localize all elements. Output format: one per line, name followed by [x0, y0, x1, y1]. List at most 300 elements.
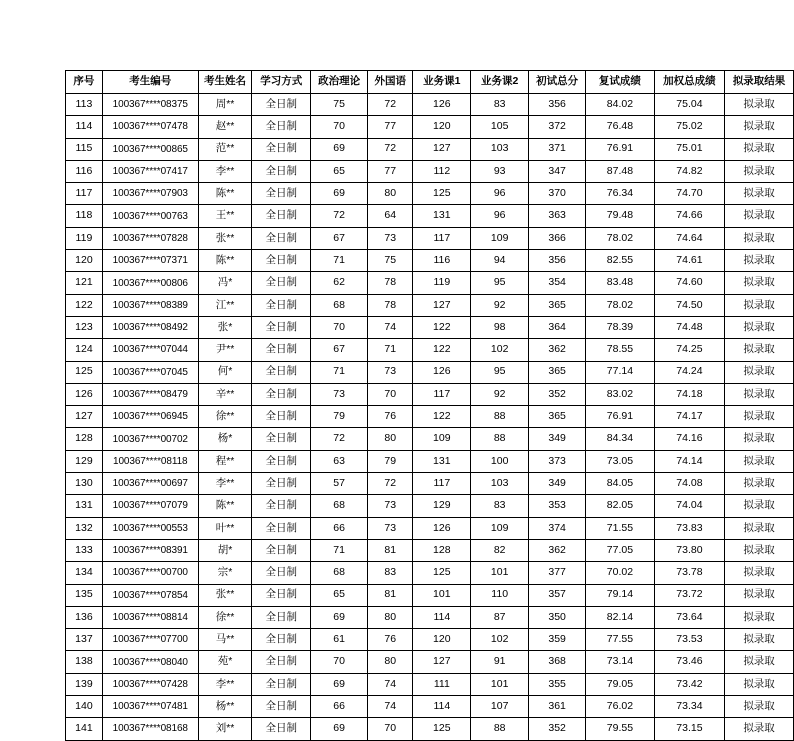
cell-major-course-1: 126: [413, 517, 471, 539]
cell-major-course-1: 127: [413, 294, 471, 316]
cell-initial-total: 372: [529, 116, 586, 138]
cell-study-mode: 全日制: [252, 473, 311, 495]
cell-retest-score: 77.05: [586, 539, 655, 561]
cell-admission-result: 拟录取: [725, 205, 794, 227]
cell-major-course-1: 119: [413, 272, 471, 294]
cell-politics: 69: [311, 606, 368, 628]
column-header-retest-score: 复试成绩: [586, 71, 655, 94]
cell-politics: 67: [311, 227, 368, 249]
cell-weighted-total: 74.64: [654, 227, 724, 249]
cell-major-course-1: 128: [413, 539, 471, 561]
cell-seq: 119: [66, 227, 103, 249]
cell-name: 徐**: [198, 606, 252, 628]
cell-study-mode: 全日制: [252, 629, 311, 651]
cell-weighted-total: 74.82: [654, 160, 724, 182]
cell-major-course-2: 96: [471, 183, 529, 205]
table-row: [66, 629, 794, 651]
cell-name: 张**: [198, 227, 252, 249]
cell-major-course-1: 117: [413, 227, 471, 249]
column-header-exam-id: 考生编号: [102, 71, 198, 94]
cell-seq: 114: [66, 116, 103, 138]
cell-seq: 113: [66, 94, 103, 116]
cell-name: 何*: [198, 361, 252, 383]
table-row: [66, 517, 794, 539]
cell-study-mode: 全日制: [252, 696, 311, 718]
cell-study-mode: 全日制: [252, 272, 311, 294]
cell-foreign-language: 80: [368, 428, 413, 450]
table-row: [66, 562, 794, 584]
cell-study-mode: 全日制: [252, 406, 311, 428]
cell-retest-score: 84.05: [586, 473, 655, 495]
cell-admission-result: 拟录取: [725, 562, 794, 584]
cell-foreign-language: 80: [368, 606, 413, 628]
table-body: [66, 94, 794, 741]
cell-admission-result: 拟录取: [725, 673, 794, 695]
table-row: [66, 250, 794, 272]
table-row: [66, 495, 794, 517]
cell-seq: 135: [66, 584, 103, 606]
cell-name: 杨**: [198, 696, 252, 718]
cell-exam-id: 100367****08391: [102, 539, 198, 561]
cell-major-course-2: 83: [471, 495, 529, 517]
cell-foreign-language: 73: [368, 227, 413, 249]
cell-politics: 68: [311, 294, 368, 316]
cell-retest-score: 76.34: [586, 183, 655, 205]
cell-study-mode: 全日制: [252, 450, 311, 472]
cell-major-course-2: 88: [471, 428, 529, 450]
cell-study-mode: 全日制: [252, 584, 311, 606]
cell-name: 宗*: [198, 562, 252, 584]
cell-major-course-2: 98: [471, 316, 529, 338]
cell-study-mode: 全日制: [252, 718, 311, 740]
cell-foreign-language: 72: [368, 138, 413, 160]
cell-politics: 63: [311, 450, 368, 472]
cell-name: 尹**: [198, 339, 252, 361]
cell-seq: 131: [66, 495, 103, 517]
cell-seq: 120: [66, 250, 103, 272]
cell-foreign-language: 74: [368, 673, 413, 695]
cell-exam-id: 100367****07481: [102, 696, 198, 718]
table-row: [66, 227, 794, 249]
cell-initial-total: 356: [529, 250, 586, 272]
cell-study-mode: 全日制: [252, 673, 311, 695]
cell-admission-result: 拟录取: [725, 651, 794, 673]
cell-exam-id: 100367****08040: [102, 651, 198, 673]
cell-name: 徐**: [198, 406, 252, 428]
cell-initial-total: 377: [529, 562, 586, 584]
table-row: [66, 428, 794, 450]
cell-foreign-language: 64: [368, 205, 413, 227]
cell-seq: 132: [66, 517, 103, 539]
cell-initial-total: 363: [529, 205, 586, 227]
cell-seq: 117: [66, 183, 103, 205]
cell-politics: 69: [311, 718, 368, 740]
cell-seq: 125: [66, 361, 103, 383]
cell-admission-result: 拟录取: [725, 250, 794, 272]
cell-foreign-language: 78: [368, 272, 413, 294]
cell-exam-id: 100367****00806: [102, 272, 198, 294]
cell-exam-id: 100367****08118: [102, 450, 198, 472]
cell-initial-total: 352: [529, 718, 586, 740]
cell-name: 李**: [198, 673, 252, 695]
cell-name: 叶**: [198, 517, 252, 539]
cell-initial-total: 350: [529, 606, 586, 628]
cell-initial-total: 357: [529, 584, 586, 606]
cell-admission-result: 拟录取: [725, 450, 794, 472]
cell-admission-result: 拟录取: [725, 94, 794, 116]
table-row: [66, 160, 794, 182]
cell-name: 马**: [198, 629, 252, 651]
cell-major-course-2: 107: [471, 696, 529, 718]
cell-major-course-2: 93: [471, 160, 529, 182]
cell-retest-score: 79.48: [586, 205, 655, 227]
cell-foreign-language: 73: [368, 517, 413, 539]
cell-study-mode: 全日制: [252, 227, 311, 249]
cell-exam-id: 100367****00700: [102, 562, 198, 584]
cell-retest-score: 79.14: [586, 584, 655, 606]
cell-weighted-total: 75.01: [654, 138, 724, 160]
cell-initial-total: 349: [529, 428, 586, 450]
column-header-study-mode: 学习方式: [252, 71, 311, 94]
cell-admission-result: 拟录取: [725, 606, 794, 628]
cell-weighted-total: 73.42: [654, 673, 724, 695]
cell-name: 辛**: [198, 383, 252, 405]
cell-name: 王**: [198, 205, 252, 227]
cell-politics: 69: [311, 673, 368, 695]
cell-major-course-1: 117: [413, 383, 471, 405]
cell-politics: 66: [311, 696, 368, 718]
cell-politics: 65: [311, 160, 368, 182]
table-row: [66, 450, 794, 472]
cell-exam-id: 100367****00763: [102, 205, 198, 227]
cell-weighted-total: 74.16: [654, 428, 724, 450]
cell-foreign-language: 72: [368, 94, 413, 116]
cell-retest-score: 78.02: [586, 227, 655, 249]
cell-study-mode: 全日制: [252, 316, 311, 338]
cell-initial-total: 365: [529, 406, 586, 428]
cell-exam-id: 100367****08168: [102, 718, 198, 740]
cell-major-course-2: 95: [471, 361, 529, 383]
cell-major-course-2: 109: [471, 517, 529, 539]
cell-foreign-language: 77: [368, 116, 413, 138]
cell-major-course-2: 88: [471, 406, 529, 428]
cell-initial-total: 370: [529, 183, 586, 205]
cell-major-course-2: 110: [471, 584, 529, 606]
table-row: [66, 406, 794, 428]
cell-major-course-2: 109: [471, 227, 529, 249]
cell-weighted-total: 73.15: [654, 718, 724, 740]
cell-seq: 139: [66, 673, 103, 695]
cell-study-mode: 全日制: [252, 138, 311, 160]
cell-study-mode: 全日制: [252, 294, 311, 316]
cell-admission-result: 拟录取: [725, 629, 794, 651]
cell-foreign-language: 79: [368, 450, 413, 472]
cell-weighted-total: 74.66: [654, 205, 724, 227]
cell-exam-id: 100367****00697: [102, 473, 198, 495]
cell-initial-total: 362: [529, 339, 586, 361]
cell-seq: 124: [66, 339, 103, 361]
cell-weighted-total: 74.25: [654, 339, 724, 361]
cell-weighted-total: 74.50: [654, 294, 724, 316]
cell-weighted-total: 74.17: [654, 406, 724, 428]
cell-study-mode: 全日制: [252, 205, 311, 227]
cell-exam-id: 100367****07478: [102, 116, 198, 138]
cell-retest-score: 76.48: [586, 116, 655, 138]
cell-major-course-1: 122: [413, 316, 471, 338]
cell-seq: 123: [66, 316, 103, 338]
column-header-weighted-total: 加权总成绩: [654, 71, 724, 94]
cell-politics: 68: [311, 562, 368, 584]
table-row: [66, 116, 794, 138]
cell-admission-result: 拟录取: [725, 406, 794, 428]
cell-major-course-1: 114: [413, 696, 471, 718]
cell-study-mode: 全日制: [252, 116, 311, 138]
cell-politics: 72: [311, 205, 368, 227]
cell-politics: 61: [311, 629, 368, 651]
table-row: [66, 473, 794, 495]
cell-initial-total: 354: [529, 272, 586, 294]
cell-name: 刘**: [198, 718, 252, 740]
column-header-admission-result: 拟录取结果: [725, 71, 794, 94]
cell-exam-id: 100367****08375: [102, 94, 198, 116]
cell-major-course-2: 102: [471, 339, 529, 361]
table-row: [66, 183, 794, 205]
cell-admission-result: 拟录取: [725, 495, 794, 517]
cell-seq: 133: [66, 539, 103, 561]
cell-major-course-2: 103: [471, 138, 529, 160]
cell-retest-score: 70.02: [586, 562, 655, 584]
cell-politics: 71: [311, 361, 368, 383]
cell-foreign-language: 74: [368, 696, 413, 718]
cell-exam-id: 100367****07079: [102, 495, 198, 517]
cell-major-course-1: 126: [413, 361, 471, 383]
admission-results-table: [65, 70, 794, 741]
cell-politics: 57: [311, 473, 368, 495]
cell-seq: 126: [66, 383, 103, 405]
cell-exam-id: 100367****08389: [102, 294, 198, 316]
cell-seq: 116: [66, 160, 103, 182]
cell-admission-result: 拟录取: [725, 473, 794, 495]
cell-name: 周**: [198, 94, 252, 116]
cell-politics: 70: [311, 651, 368, 673]
cell-exam-id: 100367****08479: [102, 383, 198, 405]
cell-major-course-1: 120: [413, 116, 471, 138]
cell-initial-total: 365: [529, 361, 586, 383]
cell-seq: 137: [66, 629, 103, 651]
cell-foreign-language: 81: [368, 539, 413, 561]
cell-study-mode: 全日制: [252, 383, 311, 405]
cell-major-course-1: 126: [413, 94, 471, 116]
cell-major-course-2: 83: [471, 94, 529, 116]
cell-name: 李**: [198, 473, 252, 495]
cell-admission-result: 拟录取: [725, 696, 794, 718]
cell-study-mode: 全日制: [252, 183, 311, 205]
cell-initial-total: 349: [529, 473, 586, 495]
cell-name: 张**: [198, 584, 252, 606]
cell-foreign-language: 74: [368, 316, 413, 338]
cell-retest-score: 83.48: [586, 272, 655, 294]
cell-weighted-total: 73.83: [654, 517, 724, 539]
cell-admission-result: 拟录取: [725, 428, 794, 450]
cell-politics: 62: [311, 272, 368, 294]
cell-major-course-2: 92: [471, 294, 529, 316]
cell-politics: 69: [311, 138, 368, 160]
cell-major-course-1: 129: [413, 495, 471, 517]
cell-admission-result: 拟录取: [725, 584, 794, 606]
cell-foreign-language: 75: [368, 250, 413, 272]
cell-major-course-1: 114: [413, 606, 471, 628]
column-header-foreign-language: 外国语: [368, 71, 413, 94]
column-header-major-course-2: 业务课2: [471, 71, 529, 94]
cell-initial-total: 356: [529, 94, 586, 116]
cell-seq: 140: [66, 696, 103, 718]
column-header-initial-total: 初试总分: [529, 71, 586, 94]
cell-exam-id: 100367****07371: [102, 250, 198, 272]
cell-foreign-language: 71: [368, 339, 413, 361]
cell-foreign-language: 72: [368, 473, 413, 495]
cell-seq: 134: [66, 562, 103, 584]
cell-seq: 138: [66, 651, 103, 673]
cell-foreign-language: 70: [368, 383, 413, 405]
cell-retest-score: 79.05: [586, 673, 655, 695]
cell-seq: 115: [66, 138, 103, 160]
cell-study-mode: 全日制: [252, 517, 311, 539]
cell-name: 陈**: [198, 250, 252, 272]
table-header-row: [66, 71, 794, 94]
cell-major-course-1: 116: [413, 250, 471, 272]
cell-name: 陈**: [198, 183, 252, 205]
cell-exam-id: 100367****07903: [102, 183, 198, 205]
cell-foreign-language: 70: [368, 718, 413, 740]
cell-politics: 69: [311, 183, 368, 205]
cell-exam-id: 100367****07700: [102, 629, 198, 651]
cell-initial-total: 374: [529, 517, 586, 539]
cell-seq: 118: [66, 205, 103, 227]
cell-initial-total: 361: [529, 696, 586, 718]
cell-major-course-2: 92: [471, 383, 529, 405]
cell-major-course-1: 122: [413, 406, 471, 428]
cell-initial-total: 347: [529, 160, 586, 182]
table-row: [66, 272, 794, 294]
cell-politics: 68: [311, 495, 368, 517]
cell-study-mode: 全日制: [252, 361, 311, 383]
cell-admission-result: 拟录取: [725, 316, 794, 338]
cell-admission-result: 拟录取: [725, 718, 794, 740]
cell-major-course-1: 101: [413, 584, 471, 606]
cell-major-course-1: 117: [413, 473, 471, 495]
cell-seq: 136: [66, 606, 103, 628]
table-row: [66, 651, 794, 673]
cell-exam-id: 100367****07828: [102, 227, 198, 249]
cell-major-course-1: 125: [413, 183, 471, 205]
cell-politics: 67: [311, 339, 368, 361]
table-row: [66, 316, 794, 338]
cell-name: 李**: [198, 160, 252, 182]
cell-foreign-language: 77: [368, 160, 413, 182]
cell-study-mode: 全日制: [252, 495, 311, 517]
cell-exam-id: 100367****07428: [102, 673, 198, 695]
table-row: [66, 673, 794, 695]
cell-initial-total: 365: [529, 294, 586, 316]
cell-major-course-2: 94: [471, 250, 529, 272]
table-row: [66, 339, 794, 361]
cell-admission-result: 拟录取: [725, 539, 794, 561]
cell-seq: 141: [66, 718, 103, 740]
table-row: [66, 696, 794, 718]
cell-name: 苑*: [198, 651, 252, 673]
cell-major-course-1: 127: [413, 138, 471, 160]
column-header-name: 考生姓名: [198, 71, 252, 94]
cell-weighted-total: 73.80: [654, 539, 724, 561]
cell-seq: 130: [66, 473, 103, 495]
cell-major-course-1: 112: [413, 160, 471, 182]
cell-initial-total: 368: [529, 651, 586, 673]
cell-weighted-total: 75.02: [654, 116, 724, 138]
cell-exam-id: 100367****00702: [102, 428, 198, 450]
cell-seq: 121: [66, 272, 103, 294]
table-row: [66, 383, 794, 405]
cell-admission-result: 拟录取: [725, 383, 794, 405]
cell-foreign-language: 73: [368, 495, 413, 517]
cell-major-course-2: 102: [471, 629, 529, 651]
cell-politics: 65: [311, 584, 368, 606]
cell-admission-result: 拟录取: [725, 272, 794, 294]
cell-politics: 71: [311, 539, 368, 561]
cell-retest-score: 76.02: [586, 696, 655, 718]
cell-exam-id: 100367****07045: [102, 361, 198, 383]
cell-major-course-1: 131: [413, 450, 471, 472]
cell-politics: 71: [311, 250, 368, 272]
cell-study-mode: 全日制: [252, 339, 311, 361]
cell-initial-total: 364: [529, 316, 586, 338]
cell-admission-result: 拟录取: [725, 116, 794, 138]
cell-name: 江**: [198, 294, 252, 316]
cell-study-mode: 全日制: [252, 651, 311, 673]
cell-weighted-total: 73.64: [654, 606, 724, 628]
cell-major-course-1: 122: [413, 339, 471, 361]
cell-major-course-1: 120: [413, 629, 471, 651]
cell-seq: 128: [66, 428, 103, 450]
cell-initial-total: 366: [529, 227, 586, 249]
cell-study-mode: 全日制: [252, 428, 311, 450]
cell-name: 冯*: [198, 272, 252, 294]
cell-foreign-language: 83: [368, 562, 413, 584]
cell-study-mode: 全日制: [252, 160, 311, 182]
cell-retest-score: 78.55: [586, 339, 655, 361]
cell-weighted-total: 74.08: [654, 473, 724, 495]
cell-foreign-language: 81: [368, 584, 413, 606]
cell-admission-result: 拟录取: [725, 361, 794, 383]
cell-foreign-language: 76: [368, 406, 413, 428]
cell-exam-id: 100367****00553: [102, 517, 198, 539]
cell-exam-id: 100367****06945: [102, 406, 198, 428]
cell-major-course-2: 105: [471, 116, 529, 138]
cell-name: 范**: [198, 138, 252, 160]
cell-name: 陈**: [198, 495, 252, 517]
cell-politics: 73: [311, 383, 368, 405]
cell-major-course-1: 125: [413, 562, 471, 584]
cell-weighted-total: 73.53: [654, 629, 724, 651]
cell-admission-result: 拟录取: [725, 227, 794, 249]
cell-admission-result: 拟录取: [725, 517, 794, 539]
cell-retest-score: 76.91: [586, 406, 655, 428]
cell-name: 张*: [198, 316, 252, 338]
cell-major-course-1: 109: [413, 428, 471, 450]
cell-name: 胡*: [198, 539, 252, 561]
cell-retest-score: 79.55: [586, 718, 655, 740]
cell-politics: 75: [311, 94, 368, 116]
cell-initial-total: 373: [529, 450, 586, 472]
